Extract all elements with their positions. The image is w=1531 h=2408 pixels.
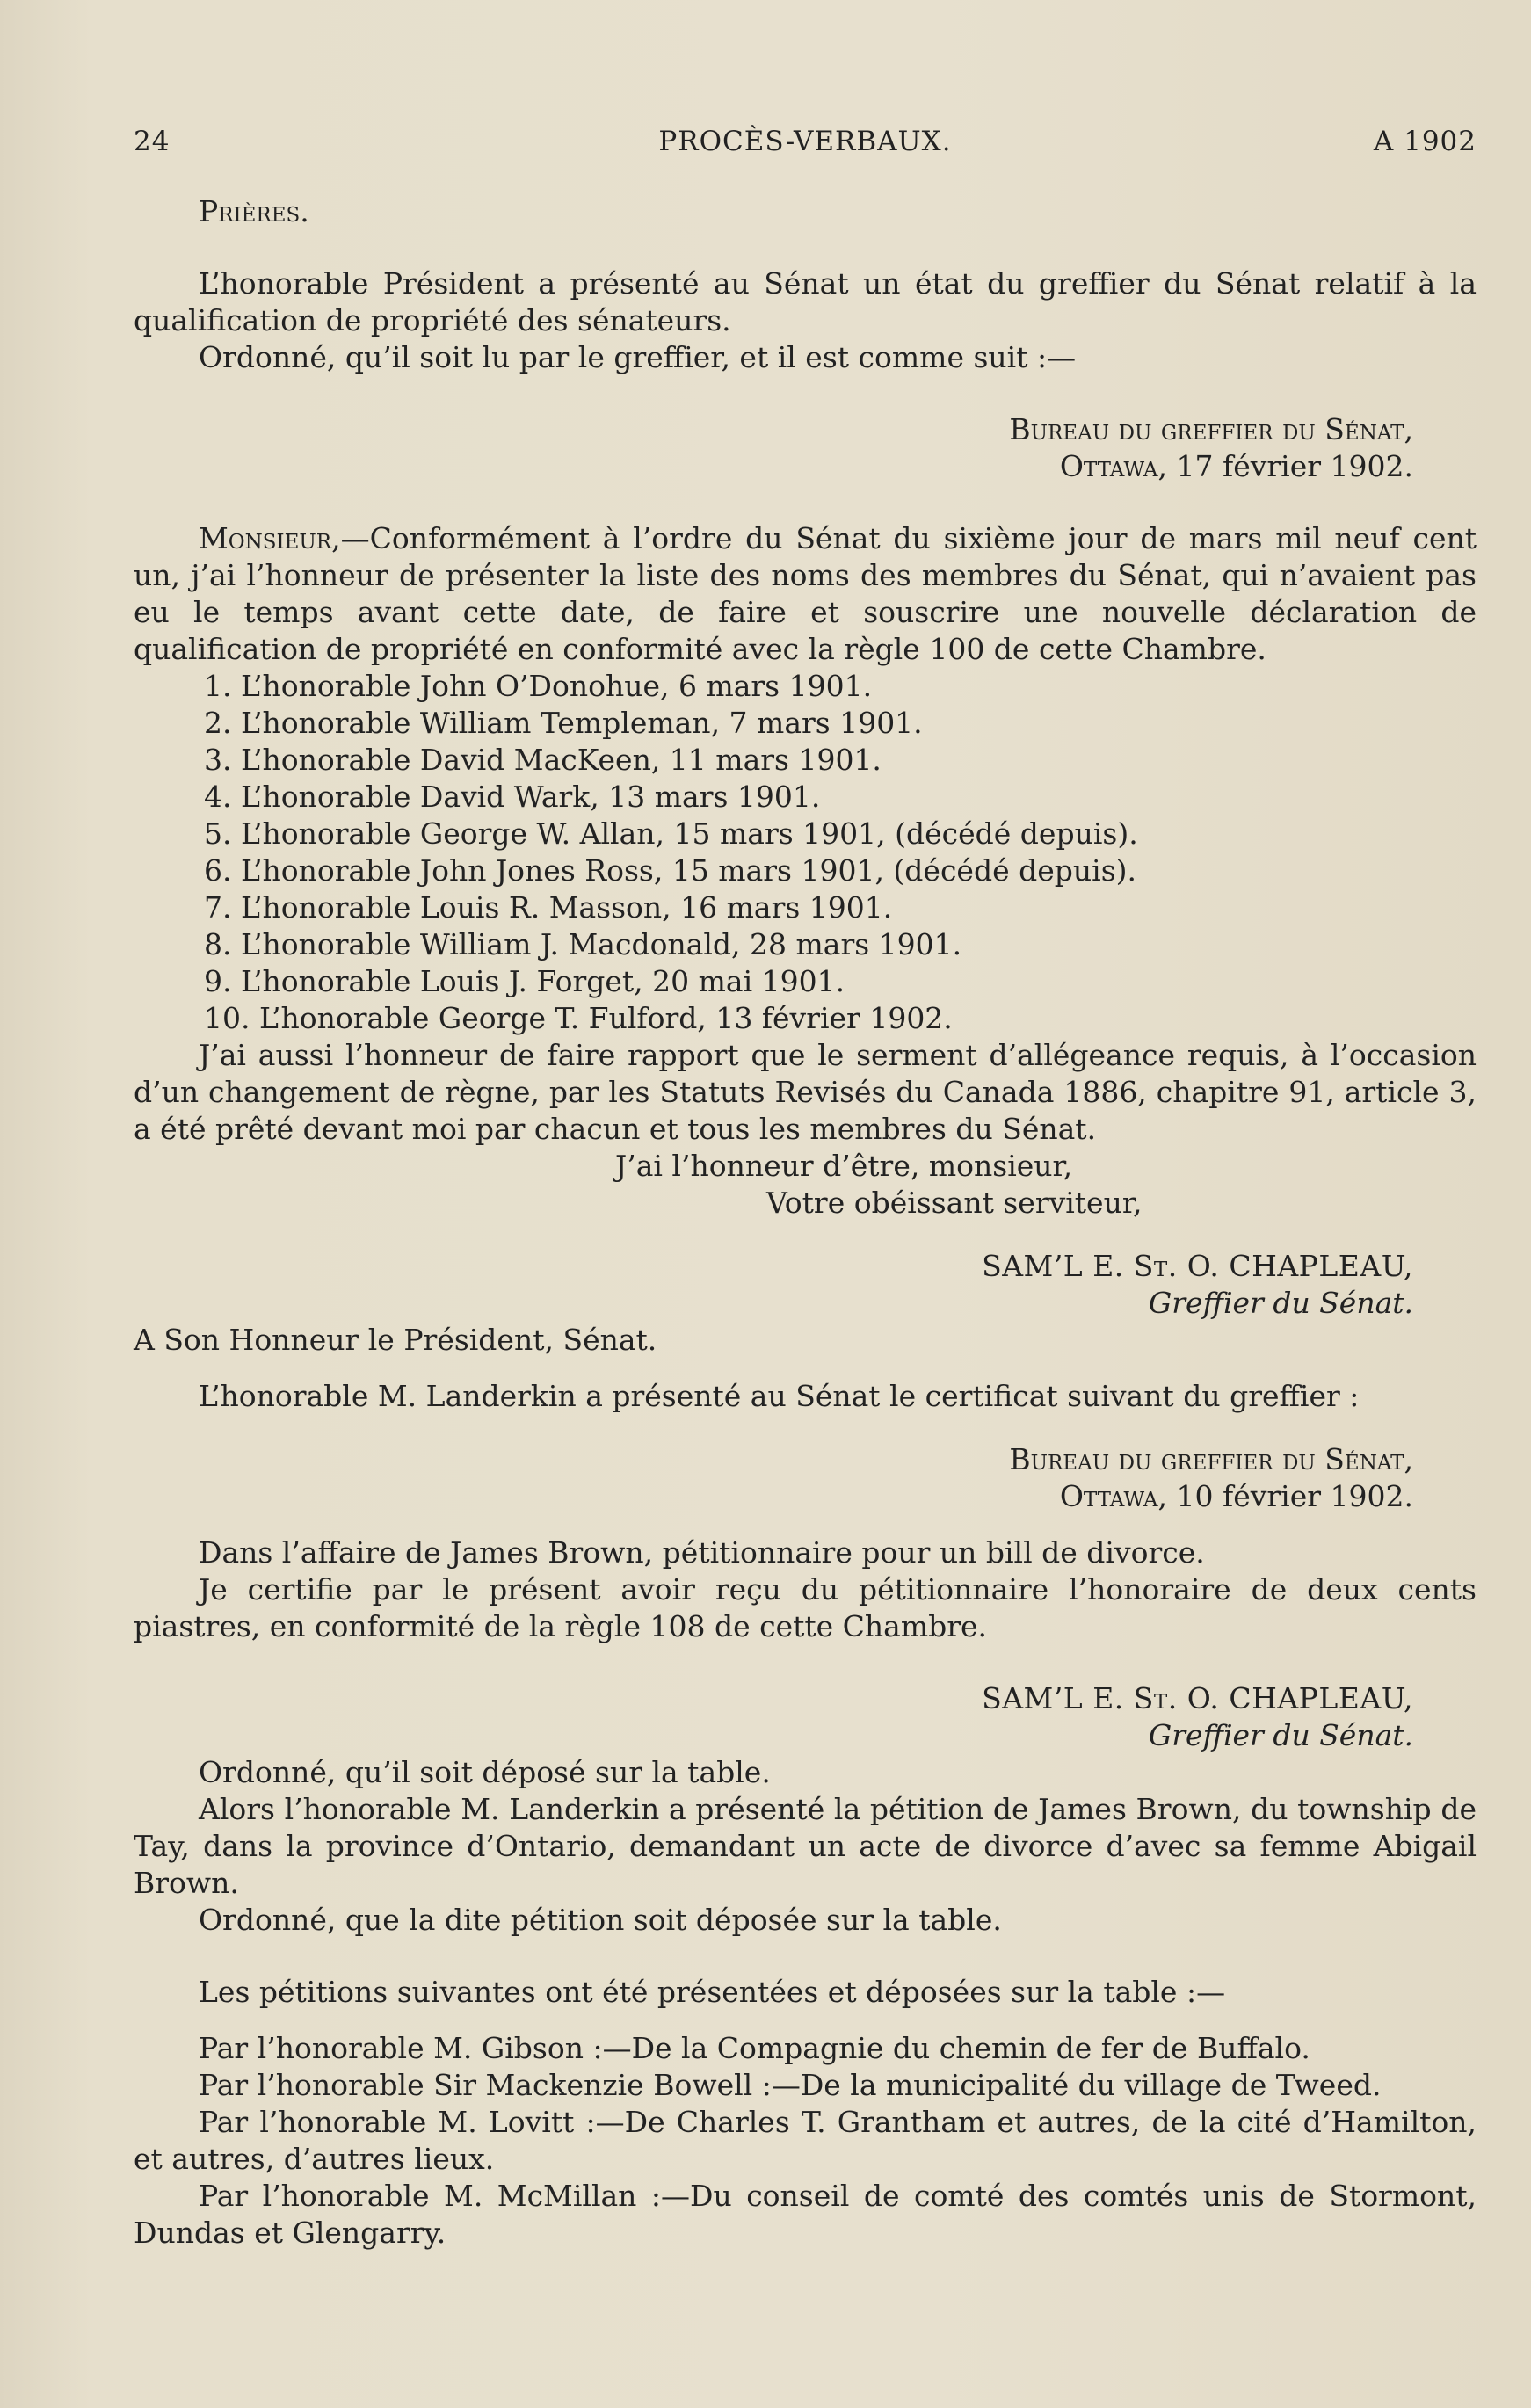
list-item: 4. L’honorable David Wark, 13 mars 1901. — [204, 780, 821, 814]
paragraph-ordered-deposited: Ordonné, qu’il soit déposé sur la table. — [199, 1755, 771, 1789]
running-head — [134, 123, 1477, 167]
list-item: 10. L’honorable George T. Fulford, 13 février 1902. — [204, 1001, 953, 1035]
petitions-list — [134, 2030, 1477, 2252]
letter2-place-date: Ottawa, 10 février 1902. — [1059, 1479, 1413, 1513]
paragraph-ordered-read: Ordonné, qu’il soit lu par le greffier, et il est comme suit :— — [199, 340, 1077, 374]
page-number: 24 — [134, 126, 171, 157]
letter1-addressee: A Son Honneur le Président, Sénat. — [134, 1323, 657, 1357]
paragraph-state-presented: L’honorable Président a présenté au Sénat un état du greffier du Sénat relatif à la qualification de propriété des sénateurs. — [134, 266, 1477, 337]
paragraph-brown-petition: Alors l’honorable M. Landerkin a présenté la pétition de James Brown, du township de Tay, dans la province d’Ontario, demandant un acte de divorce d’avec sa femme Abigail Brown. — [134, 1792, 1477, 1900]
list-item: 1. L’honorable John O’Donohue, 6 mars 1901. — [204, 669, 873, 703]
letter1-place-date: Ottawa, 17 février 1902. — [1059, 449, 1413, 483]
letter1-closing-line2: Votre obéissant serviteur, — [766, 1186, 1143, 1220]
letter2-line2: Je certifie par le présent avoir reçu du pétitionnaire l’honoraire de deux cents piastres, en conformité de la règle 108 de cette Chambre. — [134, 1572, 1477, 1643]
paragraph-petitions-intro: Les pétitions suivantes ont été présentées et déposées sur la table :— — [199, 1975, 1226, 2009]
letter1-closing-line1: J’ai l’honneur d’être, monsieur, — [615, 1149, 1073, 1183]
letter2-line1: Dans l’affaire de James Brown, pétitionnaire pour un bill de divorce. — [199, 1535, 1205, 1570]
list-item: 8. L’honorable William J. Macdonald, 28 mars 1901. — [204, 927, 962, 961]
letter1-signature-title: Greffier du Sénat. — [1148, 1286, 1413, 1320]
section-heading-prieres: Prières. — [199, 194, 309, 228]
petition-item: Par l’honorable M. Gibson :—De la Compagnie du chemin de fer de Buffalo. — [199, 2031, 1310, 2065]
running-title: PROCÈS-VERBAUX. — [658, 126, 952, 157]
list-item: 2. L’honorable William Templeman, 7 mars 1901. — [204, 706, 923, 740]
letter1-signature-name: SAM’L E. St. O. CHAPLEAU, — [982, 1249, 1413, 1283]
list-item: 9. L’honorable Louis J. Forget, 20 mai 1901. — [204, 964, 845, 998]
paragraph-petition-deposited: Ordonné, que la dite pétition soit déposée sur la table. — [199, 1903, 1002, 1937]
petition-item: Par l’honorable M. McMillan :—Du conseil de comté des comtés unis de Stormont, Dundas et Glengarry. — [134, 2179, 1477, 2250]
letter2-address-line: Bureau du greffier du Sénat, — [1009, 1442, 1413, 1476]
letter1-opening: Monsieur,—Conformément à l’ordre du Sénat du sixième jour de mars mil neuf cent un, j’ai l’honneur de présenter la liste des noms des membres du Sénat, qui n’avaient pas eu le temps avant cette date, de faire et souscrire une nouvelle déclaration de qualification de propriété en conformité avec la règle 100 de cette Chambre. — [134, 521, 1477, 666]
petition-item: Par l’honorable Sir Mackenzie Bowell :—De la municipalité du village de Tweed. — [199, 2068, 1382, 2102]
list-item: 5. L’honorable George W. Allan, 15 mars 1901, (décédé depuis). — [204, 816, 1138, 851]
letter1-address-line: Bureau du greffier du Sénat, — [1009, 412, 1413, 446]
petition-item: Par l’honorable M. Lovitt :—De Charles T. Grantham et autres, de la cité d’Hamilton, et autres, d’autres lieux. — [134, 2105, 1477, 2176]
list-item: 6. L’honorable John Jones Ross, 15 mars 1901, (décédé depuis). — [204, 853, 1136, 888]
header-year: A 1902 — [1373, 126, 1477, 157]
senator-list — [134, 668, 1477, 1037]
letter2-signature-title: Greffier du Sénat. — [1148, 1718, 1413, 1752]
letter1-oath-paragraph: J’ai aussi l’honneur de faire rapport que le serment d’allégeance requis, à l’occasion d’un changement de règne, par les Statuts Revisés du Canada 1886, chapitre 91, article 3, a été prêté devant moi par chacun et tous les membres du Sénat. — [134, 1038, 1477, 1146]
list-item: 7. L’honorable Louis R. Masson, 16 mars 1901. — [204, 890, 893, 925]
letter2-signature-name: SAM’L E. St. O. CHAPLEAU, — [982, 1681, 1413, 1715]
page-content — [134, 123, 1477, 2252]
list-item: 3. L’honorable David MacKeen, 11 mars 1901. — [204, 743, 882, 777]
paragraph-landerkin-certificate: L’honorable M. Landerkin a présenté au Sénat le certificat suivant du greffier : — [199, 1379, 1360, 1413]
